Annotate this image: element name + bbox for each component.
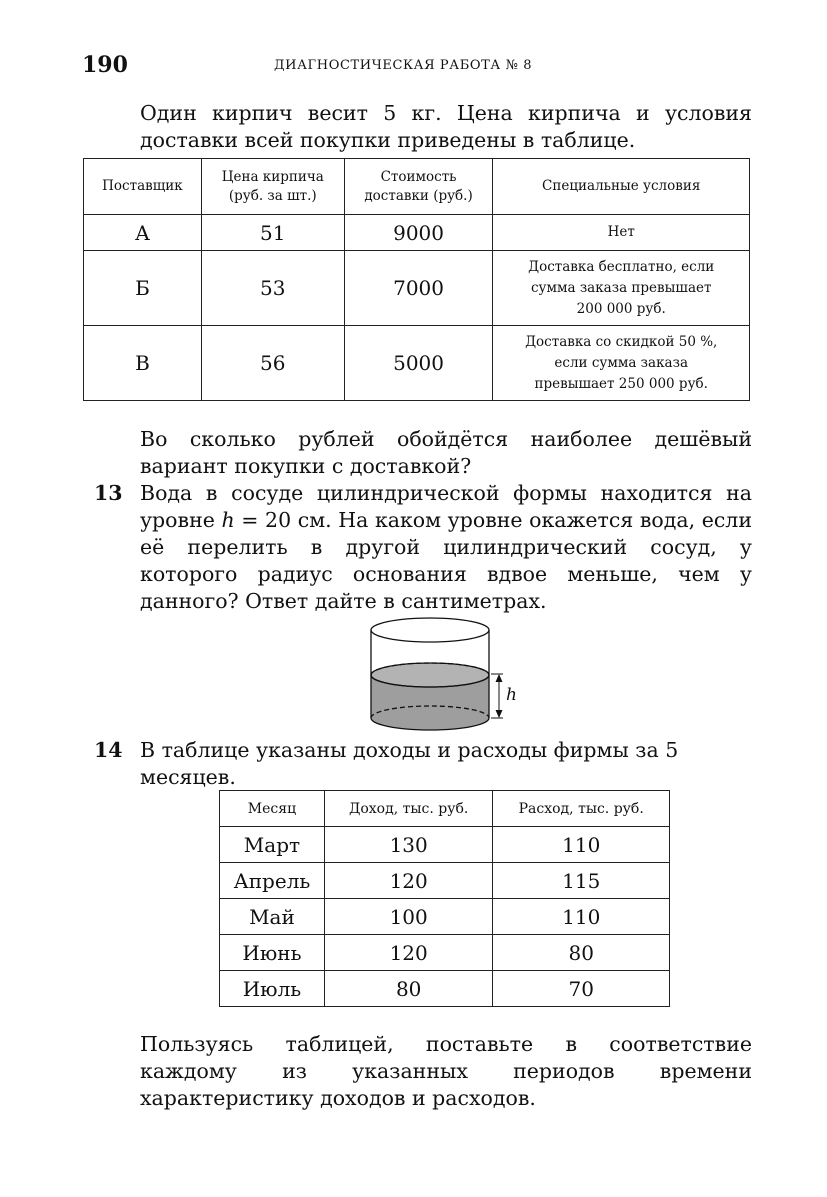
- supplier-table: [83, 158, 750, 401]
- table-row: [220, 827, 670, 863]
- delivery-cell: 5000: [344, 326, 493, 401]
- height-label: h: [506, 685, 517, 705]
- expense-cell: 70: [493, 971, 670, 1007]
- conditions-cell: Доставка бесплатно, если сумма заказа превышает 200 000 руб.: [493, 251, 750, 326]
- month-cell: Апрель: [220, 863, 325, 899]
- price-cell: 51: [201, 215, 344, 251]
- q12-intro: Один кирпич весит 5 кг. Цена кирпича и условия доставки всей покупки приведены в таблице.: [140, 101, 752, 152]
- conditions-cell: Доставка со скидкой 50 %, если сумма заказа превышает 250 000 руб.: [493, 326, 750, 401]
- height-arrow-up: [496, 674, 503, 682]
- table-row: [220, 971, 670, 1007]
- delivery-cell: 7000: [344, 251, 493, 326]
- price-cell: 56: [201, 326, 344, 401]
- cylinder-figure: [365, 612, 535, 734]
- table-row: [220, 899, 670, 935]
- q14-number: 14: [94, 738, 123, 762]
- price-cell: 53: [201, 251, 344, 326]
- cylinder-top: [371, 618, 489, 642]
- month-cell: Март: [220, 827, 325, 863]
- delivery-cell: 9000: [344, 215, 493, 251]
- table-row: [220, 863, 670, 899]
- page-number: 190: [82, 52, 128, 78]
- table-row: [84, 326, 750, 401]
- q13-text-before: Вода в сосуде цилиндрической формы находится на уровне: [140, 481, 752, 532]
- q14-text: В таблице указаны доходы и расходы фирмы за 5 месяцев.: [140, 738, 679, 789]
- expense-cell: 80: [493, 935, 670, 971]
- supplier-cell: В: [84, 326, 202, 401]
- header-delivery-cost: Стоимость доставки (руб.): [344, 159, 493, 215]
- table-row: [84, 215, 750, 251]
- header-month: Месяц: [220, 791, 325, 827]
- month-cell: Май: [220, 899, 325, 935]
- q14-instruction: Пользуясь таблицей, поставьте в соответствие каждому из указанных периодов времени характеристику доходов и расходов.: [140, 1032, 752, 1110]
- expense-cell: 110: [493, 827, 670, 863]
- q13-number: 13: [94, 481, 123, 505]
- table-row: [84, 251, 750, 326]
- month-cell: Июнь: [220, 935, 325, 971]
- header-supplier: Поставщик: [84, 159, 202, 215]
- month-cell: Июль: [220, 971, 325, 1007]
- income-cell: 100: [324, 899, 493, 935]
- income-cell: 120: [324, 935, 493, 971]
- header-income: Доход, тыс. руб.: [324, 791, 493, 827]
- conditions-cell: Нет: [493, 215, 750, 251]
- q13-text-after: = 20 см. На каком уровне окажется вода, если её перелить в другой цилиндрический сосуд, у которого радиус основания вдвое меньше, чем у данного? Ответ дайте в сантиметрах.: [140, 508, 752, 613]
- expense-cell: 115: [493, 863, 670, 899]
- header-expense: Расход, тыс. руб.: [493, 791, 670, 827]
- height-arrow-down: [496, 710, 503, 718]
- income-expense-table: [219, 790, 670, 1007]
- running-title: ДИАГНОСТИЧЕСКАЯ РАБОТА № 8: [274, 58, 533, 73]
- cylinder-water: [371, 663, 489, 730]
- q13-text: [140, 480, 752, 615]
- header-brick-price: Цена кирпича (руб. за шт.): [201, 159, 344, 215]
- supplier-table-header: [84, 159, 750, 215]
- q13-variable-h: h: [221, 508, 235, 532]
- expense-cell: 110: [493, 899, 670, 935]
- income-expense-header: [220, 791, 670, 827]
- income-cell: 80: [324, 971, 493, 1007]
- table-row: [220, 935, 670, 971]
- height-marker: [491, 674, 517, 718]
- q12-question: Во сколько рублей обойдётся наиболее дешёвый вариант покупки с доставкой?: [140, 427, 752, 478]
- income-cell: 120: [324, 863, 493, 899]
- supplier-cell: Б: [84, 251, 202, 326]
- income-cell: 130: [324, 827, 493, 863]
- header-special-conditions: Специальные условия: [493, 159, 750, 215]
- supplier-cell: А: [84, 215, 202, 251]
